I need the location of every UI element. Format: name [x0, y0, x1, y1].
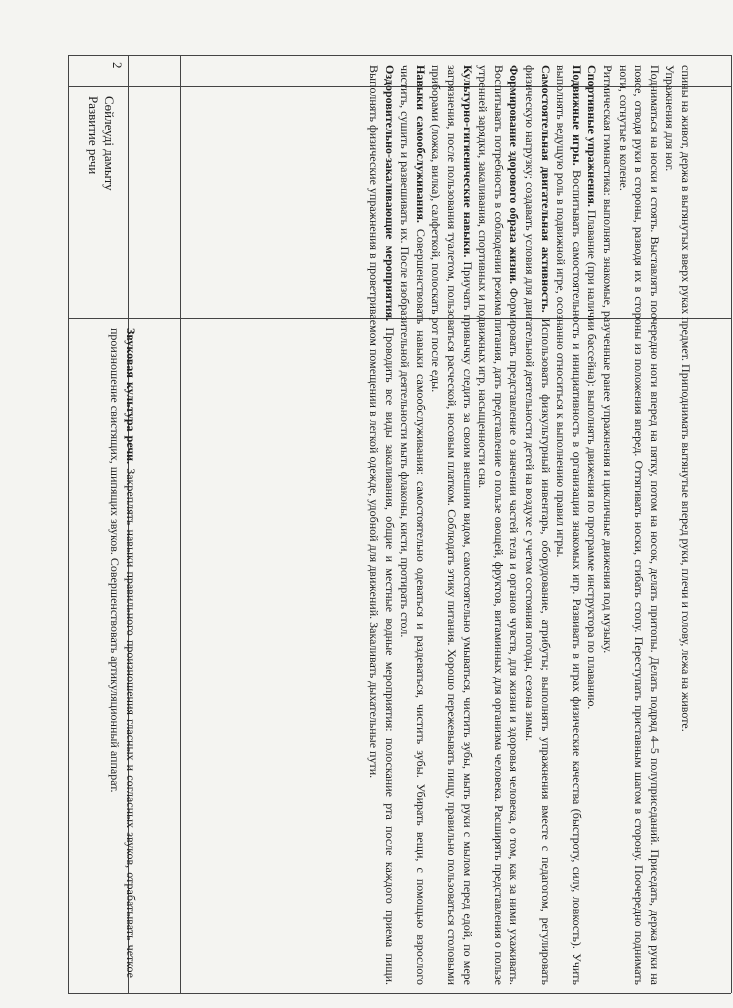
paragraph: Подниматься на носки и стоять. Выставлять поочередно ноги вперед на пятку, потом на носок, делать притопы. Делать подряд 4–5 полуприседаний. Приседать, держа руки на поясе, отводя руки в стороны, разводя их в стороны из положения вперед. Оттягивать носки, сгибать стопу. Переступать приставным шагом в сторону. Поочередно поднимать ноги, согнутые в колене.	[616, 65, 662, 985]
paragraph: Навыки самообслуживания. Совершенствовать навыки самообслуживания: самостоятельно одеваться и раздеваться, чистить зубы. Убирать вещи, с помощью взрослого чистить, сушить и развешивать их. После изобразительной деятельности мыть флаконы, кисти, протирать стол.	[398, 65, 428, 985]
section-subtitle: Развитие речи	[86, 96, 101, 175]
table-border-left	[68, 55, 731, 56]
table-border-bottom	[731, 55, 732, 993]
paragraph: Культурно-гигиенические навыки. Приучать привычку следить за своим внешним видом, самостоятельно умываться, чистить зубы, мыть руки с мылом перед едой, по мере загрязнения, после пользования туалетом, пользоваться расческой, носовым платком. Соблюдать этику питания. Хорошо пережевывать пищу, правильно пользоваться столовыми приборами (ложка, вилка), салфеткой, полоскать рот после еды.	[429, 65, 475, 985]
paragraph-lead: Звуковая культура речи.	[124, 328, 138, 465]
paragraph: Подвижные игры. Воспитывать самостоятельность и инициативность в организации знакомых игр. Развивать в играх физические качества (быстроту, силу, ловкость). Учить выполнять ведущую роль в подвижной игре, осознанно относиться к выполнению правил игры.	[554, 65, 584, 985]
paragraph: спины на живот, держа в вытянутых вверх руках предмет. Приподнимать вытянутые вперед руки, плечи и голову, лежа на животе.	[679, 65, 693, 732]
paragraph: Спортивные упражнения. Плавание (при наличии бассейна): выполнять движения по программе инструктора по плаванию.	[585, 65, 600, 710]
row-number: 2	[110, 62, 125, 69]
paragraph-lead: Формирование здорового образа жизни.	[507, 65, 522, 285]
paragraph-lead: Спортивные упражнения.	[585, 65, 600, 207]
paragraph: Звуковая культура речи. Закреплять навыки правильного произношения гласных и согласных звуков, отрабатывать четкое произношение свистящих, шипящих звуков. Совершенствовать артикуляционный аппарат.	[108, 328, 138, 978]
paragraph: Оздоровительно-закаливающие мероприятия. Проводить все виды закаливания, общие и местные водные мероприятия: полоскание рта после каждого приема пищи. Выполнять физические упражнения в проветриваемом помещении в легкой одежде, удобной для движений. Закаливать дыхательные пути.	[367, 65, 397, 985]
table-border-right	[68, 993, 731, 994]
row-divider	[180, 55, 181, 993]
section-title: Сөйлеуді дамыту	[102, 96, 117, 191]
paragraph: Упражнения для ног.	[663, 65, 678, 172]
speech-content	[107, 328, 138, 978]
paragraph: Самостоятельная двигательная активность. Использовать физкультурный инвентарь, оборудование, атрибуты; выполнять упражнения вместе с педагогом, регулировать физическую нагрузку; создавать условия для двигательной деятельности детей на воздухе с учетом состояния погоды, сезона зимы.	[523, 65, 553, 985]
paragraph: Формирование здорового образа жизни. Формировать представление о значении частей тела и органов чувств, для жизни и здоровья человека, о том, как за ними ухаживать. Воспитывать потребность в соблюдении режима питания, дать представление о пользе овощей, фруктов, витаминных для организма человека. Расширять представления о пользе утренней зарядки, закаливания, спортивных и подвижных игр, насыщенности сна.	[476, 65, 522, 985]
paragraph: Ритмическая гимнастика: выполнять знакомые, разученные ранее упражнения и цикличные движения под музыку.	[601, 65, 616, 654]
paragraph-lead: Самостоятельная двигательная активность.	[538, 65, 553, 313]
paragraph-lead: Культурно-гигиенические навыки.	[460, 65, 475, 258]
paragraph-lead: Навыки самообслуживания.	[413, 65, 428, 223]
paragraph-lead: Подвижные игры.	[569, 65, 584, 166]
table-border-top	[68, 55, 69, 993]
physical-development-content	[366, 65, 693, 985]
paragraph-lead: Оздоровительно-закаливающие мероприятия.	[382, 65, 397, 322]
